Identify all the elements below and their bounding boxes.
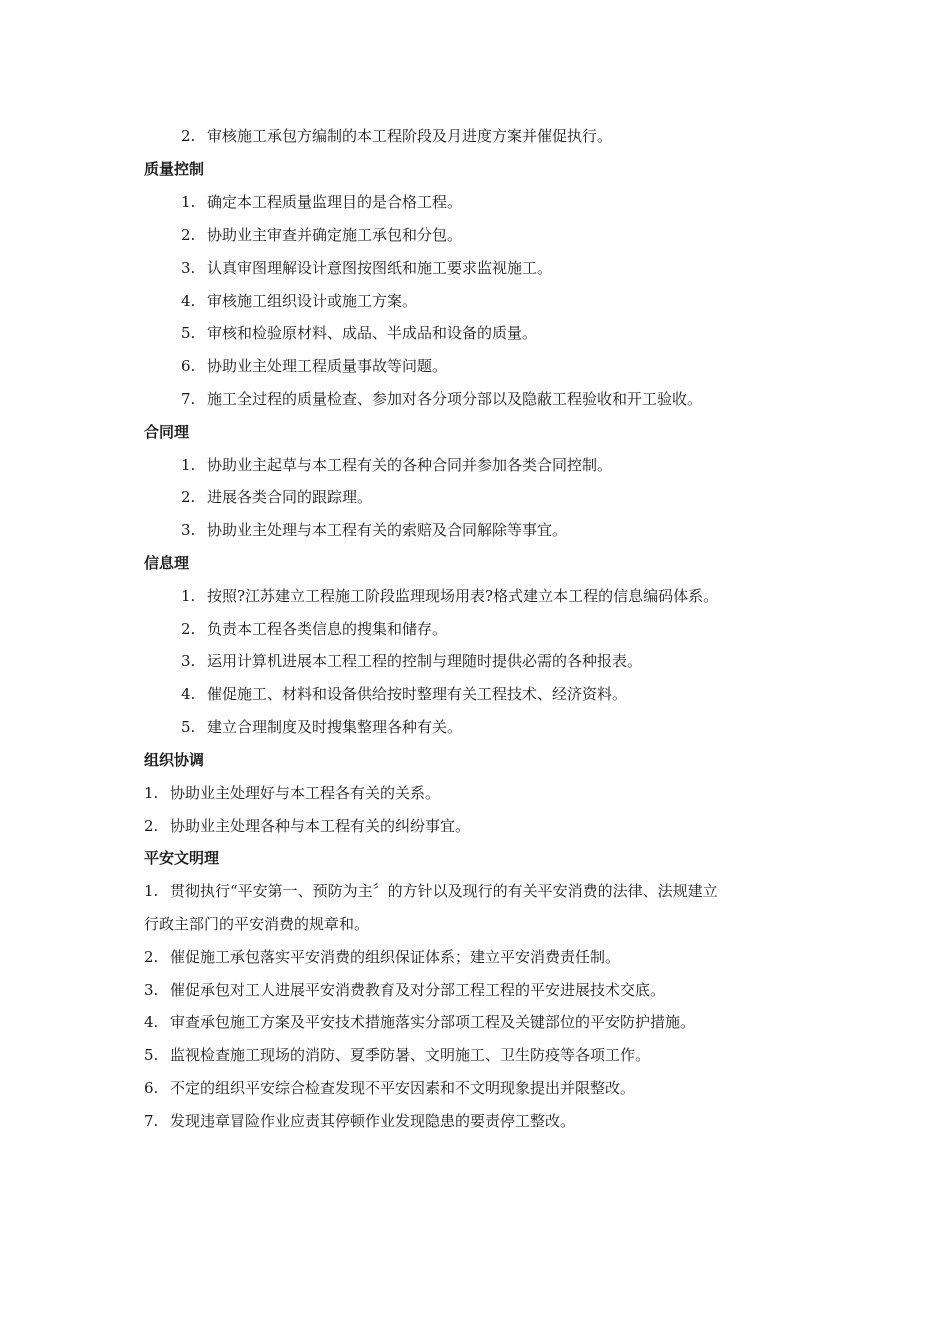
section-heading-safety: 平安文明理 (144, 849, 220, 867)
item-number: 2. (144, 948, 159, 966)
item-text: 协助业主处理与本工程有关的索赔及合同解除等事宜。 (207, 521, 568, 539)
list-item (181, 716, 462, 738)
list-item (144, 1044, 650, 1066)
item-number: 1. (144, 784, 159, 802)
section-heading-info: 信息理 (144, 554, 190, 572)
item-number: 4. (181, 292, 196, 310)
item-text: 发现违章冒险作业应责其停顿作业发现隐患的要责停工整改。 (170, 1112, 576, 1130)
item-number: 2. (181, 226, 196, 244)
list-item (144, 1011, 695, 1033)
list-item (144, 1110, 575, 1132)
item-text: 贯彻执行“平安第一、预防为主〞的方针以及现行的有关平安消费的法律、法规建立 (170, 882, 718, 900)
item-text: 监视检查施工现场的消防、夏季防暑、文明施工、卫生防疫等各项工作。 (170, 1046, 651, 1064)
list-item (181, 125, 612, 147)
item-number: 3. (181, 521, 196, 539)
item-number: 1. (181, 587, 196, 605)
list-item (181, 355, 447, 377)
item-text: 审查承包施工方案及平安技术措施落实分部项工程及关键部位的平安防护措施。 (170, 1013, 696, 1031)
list-item (181, 683, 627, 705)
list-item (144, 946, 620, 968)
item-number: 3. (181, 652, 196, 670)
item-text: 建立合理制度及时搜集整理各种有关。 (207, 718, 463, 736)
item-text: 审核施工组织设计或施工方案。 (207, 292, 418, 310)
item-text: 不定的组织平安综合检查发现不平安因素和不文明现象提出并限整改。 (170, 1079, 636, 1097)
item-text: 协助业主审查并确定施工承包和分包。 (207, 226, 463, 244)
item-number: 4. (144, 1013, 159, 1031)
item-number: 1. (144, 882, 159, 900)
item-text: 认真审图理解设计意图按图纸和施工要求监视施工。 (207, 259, 553, 277)
list-item (144, 880, 718, 902)
section-heading-coordination: 组织协调 (144, 751, 205, 769)
list-item (144, 782, 440, 804)
item-text: 负责本工程各类信息的搜集和储存。 (207, 620, 448, 638)
item-text: 按照?江苏建立工程施工阶段监理现场用表?格式建立本工程的信息编码体系。 (207, 587, 719, 605)
list-item (181, 486, 372, 508)
list-item (181, 290, 417, 312)
list-item (144, 979, 665, 1001)
item-number: 3. (181, 259, 196, 277)
list-item (181, 224, 462, 246)
item-number: 1. (181, 193, 196, 211)
item-number: 5. (144, 1046, 159, 1064)
item-text: 进展各类合同的跟踪理。 (207, 488, 373, 506)
list-item (181, 454, 612, 476)
item-number: 5. (181, 718, 196, 736)
item-number: 7. (144, 1112, 159, 1130)
item-text: 催促施工承包落实平安消费的组织保证体系；建立平安消费责任制。 (170, 948, 621, 966)
item-number: 3. (144, 981, 159, 999)
item-number: 1. (181, 456, 196, 474)
item-text: 施工全过程的质量检查、参加对各分项分部以及隐蔽工程验收和开工验收。 (207, 390, 703, 408)
item-number: 4. (181, 685, 196, 703)
item-number: 6. (144, 1079, 159, 1097)
list-item (181, 322, 537, 344)
item-text: 协助业主处理各种与本工程有关的纠纷事宜。 (170, 817, 471, 835)
list-item (181, 388, 702, 410)
list-item-continuation: 行政主部门的平安消费的规章和。 (144, 915, 370, 933)
list-item (181, 650, 642, 672)
list-item (144, 1077, 635, 1099)
list-item (181, 618, 447, 640)
list-item (181, 257, 552, 279)
item-number: 7. (181, 390, 196, 408)
list-item (181, 519, 567, 541)
item-text: 运用计算机进展本工程工程的控制与理随时提供必需的各种报表。 (207, 652, 643, 670)
section-heading-contract: 合同理 (144, 423, 190, 441)
item-text: 协助业主起草与本工程有关的各种合同并参加各类合同控制。 (207, 456, 613, 474)
item-text: 审核施工承包方编制的本工程阶段及月进度方案并催促执行。 (207, 127, 613, 145)
item-text: 催促施工、材料和设备供给按时整理有关工程技术、经济资料。 (207, 685, 628, 703)
list-item (181, 191, 462, 213)
list-item (181, 585, 718, 607)
item-number: 2. (181, 127, 196, 145)
item-text: 协助业主处理好与本工程各有关的关系。 (170, 784, 441, 802)
section-heading-quality: 质量控制 (144, 160, 205, 178)
item-text: 确定本工程质量监理目的是合格工程。 (207, 193, 463, 211)
item-number: 6. (181, 357, 196, 375)
item-text: 审核和检验原材料、成品、半成品和设备的质量。 (207, 324, 538, 342)
item-number: 2. (181, 488, 196, 506)
item-number: 5. (181, 324, 196, 342)
item-text: 催促承包对工人进展平安消费教育及对分部工程工程的平安进展技术交底。 (170, 981, 666, 999)
item-text: 协助业主处理工程质量事故等问题。 (207, 357, 448, 375)
list-item (144, 815, 470, 837)
item-number: 2. (144, 817, 159, 835)
item-number: 2. (181, 620, 196, 638)
